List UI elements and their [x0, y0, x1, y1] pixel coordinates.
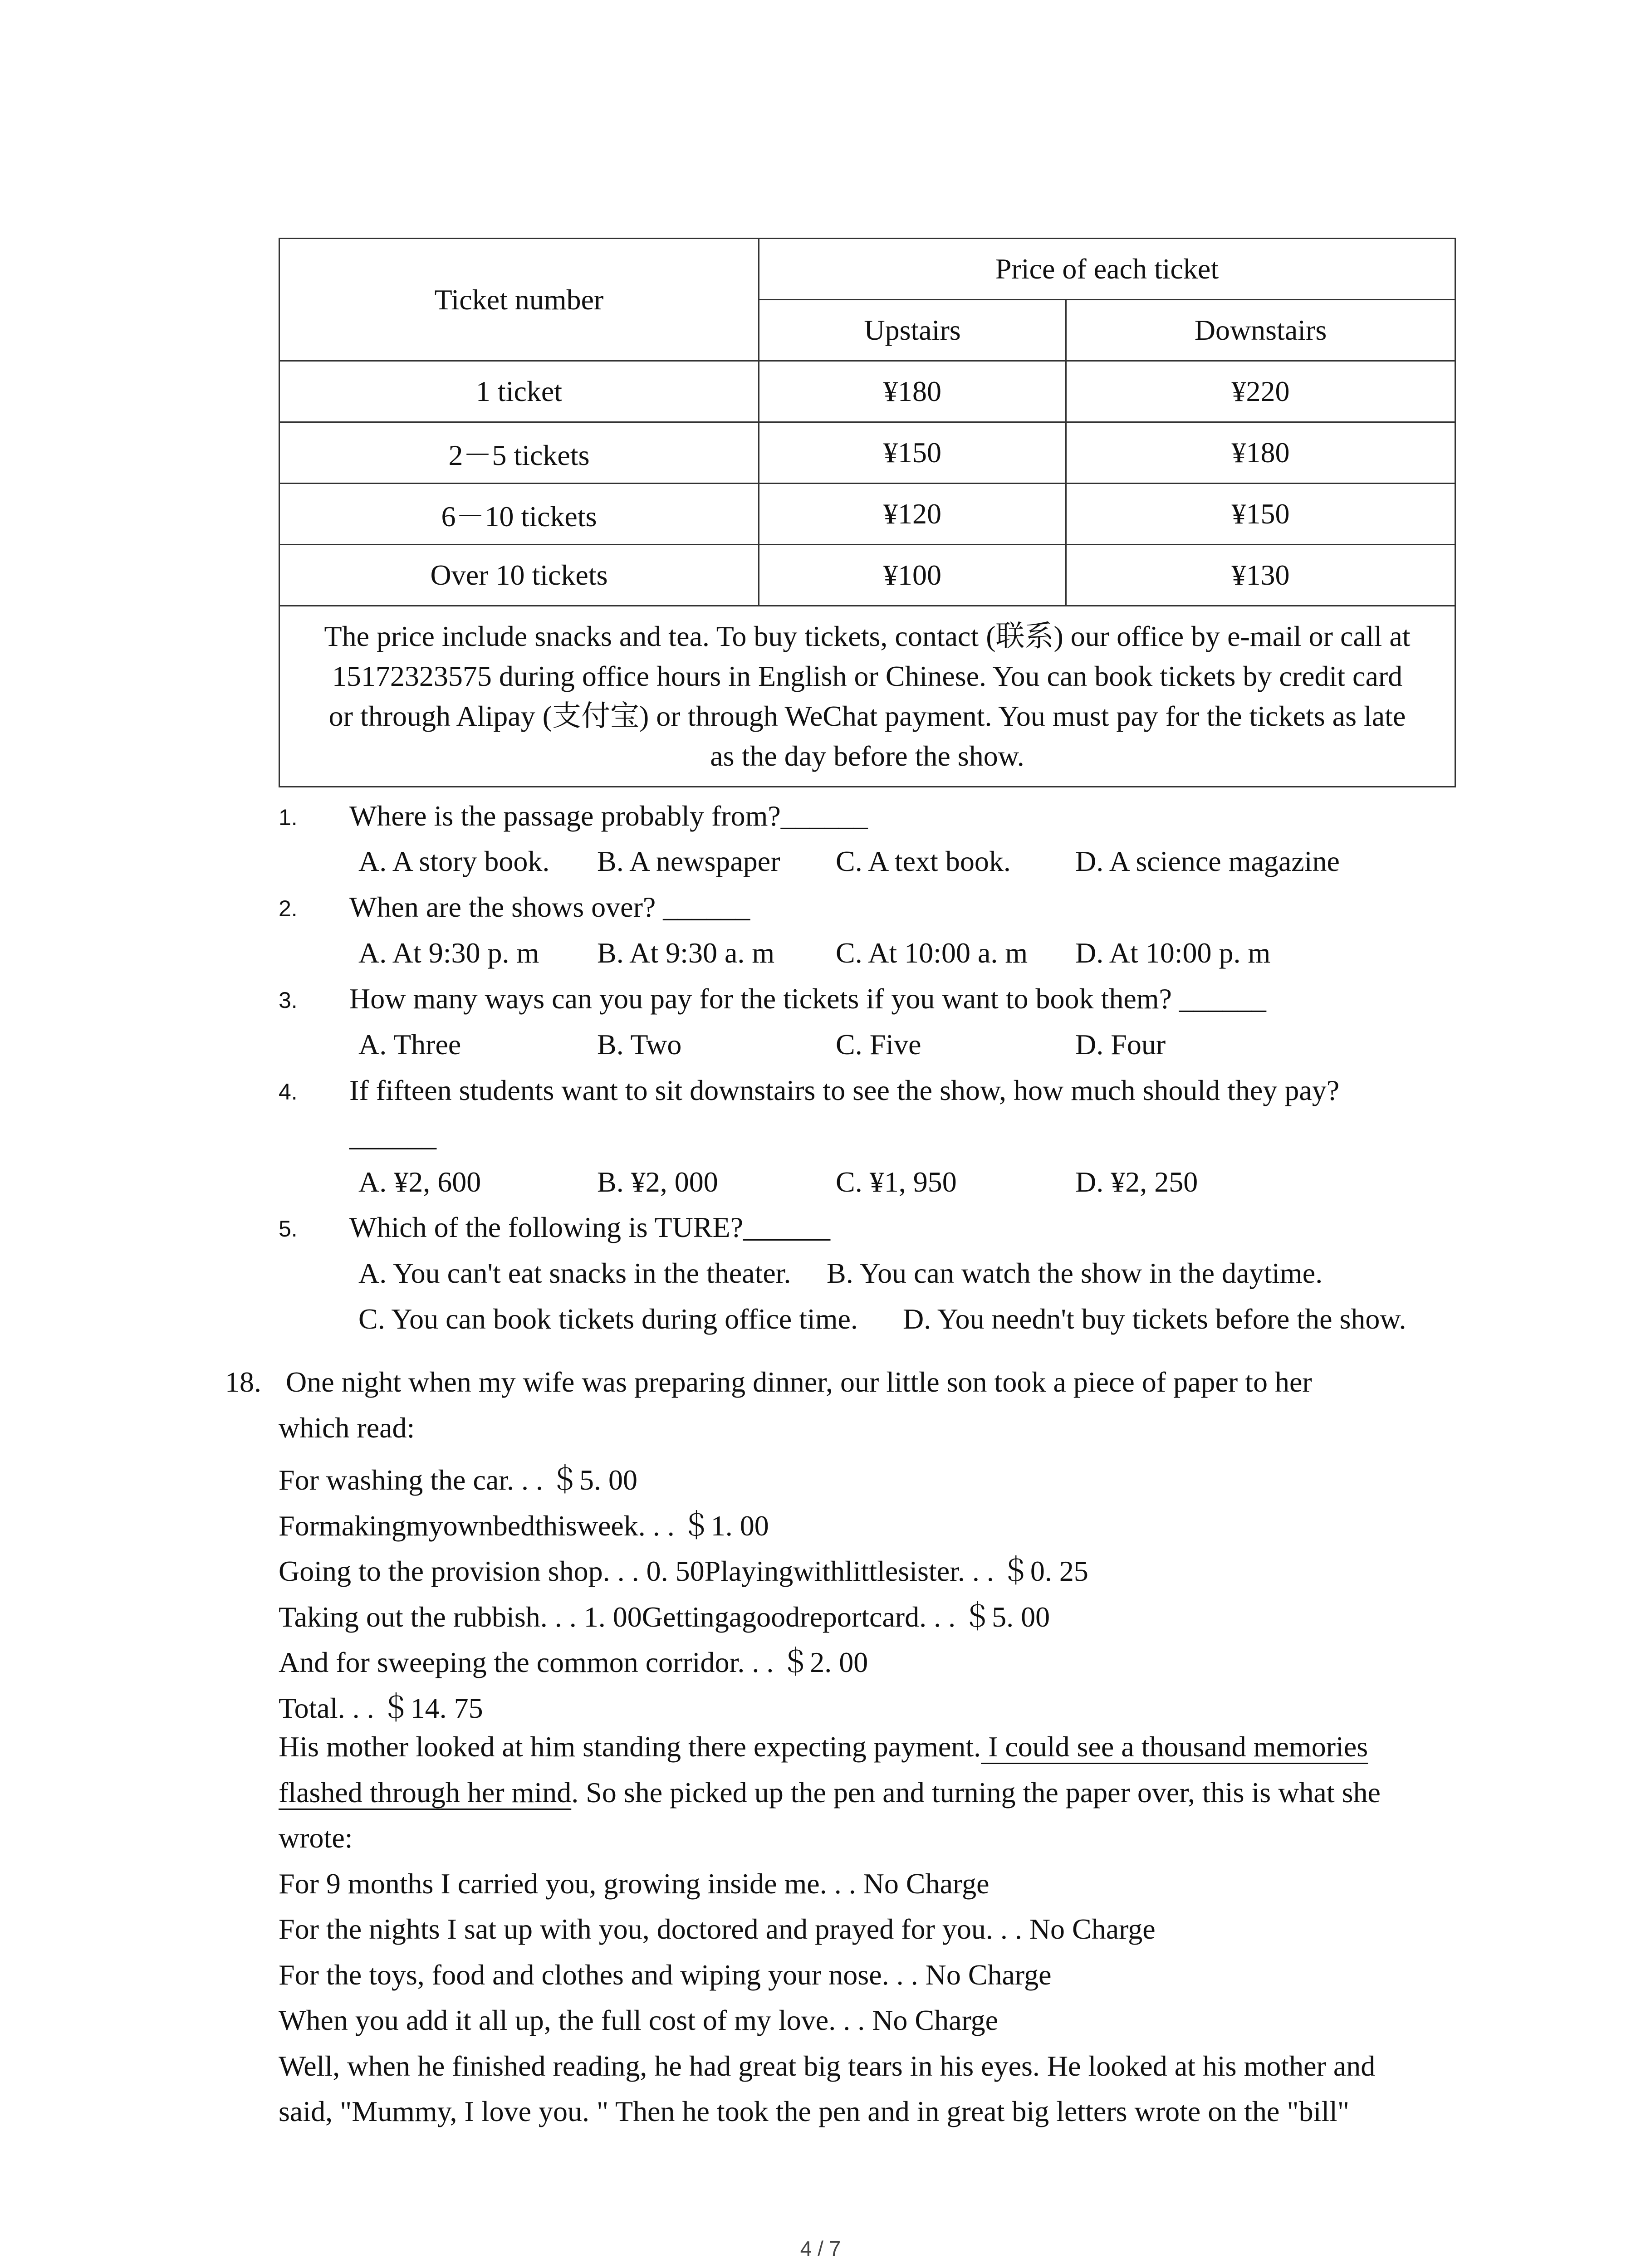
cell-downstairs: ¥180: [1066, 422, 1455, 484]
cell-upstairs: ¥150: [759, 422, 1066, 484]
header-downstairs: Downstairs: [1066, 300, 1455, 361]
question-number: 1.: [279, 805, 298, 830]
passage-line: [279, 1776, 1381, 1809]
cell-tickets: Over 10 tickets: [279, 545, 759, 606]
question-number: 2.: [279, 896, 298, 921]
option-b: B. ¥2, 000: [597, 1166, 718, 1198]
note-line: as the day before the show.: [710, 740, 1024, 772]
table-note: [279, 606, 1455, 787]
option-c: C. A text book.: [836, 845, 1011, 877]
option-d: D. At 10:00 p. m: [1075, 937, 1271, 969]
table-row: [279, 361, 1455, 422]
passage-line: Going to the provision shop. . . 0. 50Playingwithlittlesister. . . ＄0. 25: [279, 1555, 1088, 1587]
option-d: D. Four: [1075, 1028, 1166, 1061]
header-ticket-number: Ticket number: [279, 239, 759, 361]
note-line: 15172323575 during office hours in English or Chinese. You can book tickets by credit card: [332, 660, 1403, 692]
question-text: How many ways can you pay for the tickets if you want to book them? ______: [349, 982, 1266, 1015]
header-upstairs: Upstairs: [759, 300, 1066, 361]
header-price: Price of each ticket: [759, 239, 1455, 300]
passage-text: . So she picked up the pen and turning the paper over, this is what she: [571, 1776, 1381, 1809]
passage-line: For washing the car. . . ＄5. 00: [279, 1464, 637, 1496]
cell-upstairs: ¥180: [759, 361, 1066, 422]
passage-line: And for sweeping the common corridor. . . ＄2. 00: [279, 1646, 868, 1678]
passage-line: wrote:: [279, 1822, 353, 1854]
answer-blank: ______: [349, 1120, 436, 1152]
cell-upstairs: ¥120: [759, 484, 1066, 545]
passage-number: 18.: [225, 1366, 261, 1398]
note-line: or through Alipay (支付宝) or through WeChat payment. You must pay for the tickets as late: [328, 700, 1406, 732]
question-text: Where is the passage probably from?______: [349, 800, 868, 832]
question-text: When are the shows over? ______: [349, 891, 750, 923]
option-d: D. ¥2, 250: [1075, 1166, 1198, 1198]
passage-line: For the toys, food and clothes and wiping your nose. . . No Charge: [279, 1959, 1052, 1991]
passage-line: For 9 months I carried you, growing inside me. . . No Charge: [279, 1867, 989, 1900]
cell-downstairs: ¥220: [1066, 361, 1455, 422]
note-line: The price include snacks and tea. To buy tickets, contact (联系) our office by e-mail or call at: [324, 620, 1411, 652]
cell-downstairs: ¥130: [1066, 545, 1455, 606]
option-a: A. Three: [358, 1028, 461, 1061]
option-a: A. ¥2, 600: [358, 1166, 481, 1198]
passage-line: Formakingmyownbedthisweek. . . ＄1. 00: [279, 1510, 769, 1542]
passage-line: Well, when he finished reading, he had great big tears in his eyes. He looked at his mother and: [279, 2050, 1376, 2082]
table-row: [279, 545, 1455, 606]
table-row: [279, 422, 1455, 484]
cell-tickets: 1 ticket: [279, 361, 759, 422]
question-text: If fifteen students want to sit downstairs to see the show, how much should they pay?: [349, 1074, 1340, 1106]
option-d: D. A science magazine: [1075, 845, 1340, 877]
cell-tickets: 2－5 tickets: [279, 422, 759, 484]
table-row: [279, 484, 1455, 545]
option-c: C. ¥1, 950: [836, 1166, 957, 1198]
option-c: C. At 10:00 a. m: [836, 937, 1028, 969]
page-number: 4 / 7: [800, 2237, 841, 2260]
option-b: B. A newspaper: [597, 845, 780, 877]
cell-tickets: 6－10 tickets: [279, 484, 759, 545]
passage-line: When you add it all up, the full cost of my love. . . No Charge: [279, 2004, 999, 2036]
underlined-text: I could see a thousand memories: [981, 1730, 1368, 1763]
passage-line: [279, 1730, 1368, 1764]
ticket-price-table: [279, 238, 1456, 787]
option-c: C. Five: [836, 1028, 921, 1061]
option-c: C. You can book tickets during office time.: [358, 1303, 858, 1335]
cell-downstairs: ¥150: [1066, 484, 1455, 545]
passage-line: One night when my wife was preparing dinner, our little son took a piece of paper to her: [286, 1366, 1312, 1398]
option-b: B. At 9:30 a. m: [597, 937, 775, 969]
question-number: 4.: [279, 1079, 298, 1105]
option-b: B. You can watch the show in the daytime.: [827, 1257, 1323, 1289]
underlined-text: flashed through her mind: [279, 1776, 572, 1809]
option-d: D. You needn't buy tickets before the show.: [903, 1303, 1406, 1335]
passage-line: which read:: [279, 1412, 415, 1444]
passage-line: Total. . . ＄14. 75: [279, 1692, 483, 1724]
passage-line: said, "Mummy, I love you. " Then he took the pen and in great big letters wrote on the "bill": [279, 2095, 1350, 2127]
question-text: Which of the following is TURE?______: [349, 1211, 830, 1243]
question-number: 3.: [279, 987, 298, 1013]
passage-line: For the nights I sat up with you, doctored and prayed for you. . . No Charge: [279, 1913, 1156, 1945]
cell-upstairs: ¥100: [759, 545, 1066, 606]
passage-line: Taking out the rubbish. . . 1. 00Gettingagoodreportcard. . . ＄5. 00: [279, 1601, 1050, 1633]
option-a: A. A story book.: [358, 845, 550, 877]
passage-text: His mother looked at him standing there expecting payment.: [279, 1730, 981, 1763]
option-a: A. You can't eat snacks in the theater.: [358, 1257, 791, 1289]
question-number: 5.: [279, 1216, 298, 1242]
option-a: A. At 9:30 p. m: [358, 937, 539, 969]
option-b: B. Two: [597, 1028, 682, 1061]
